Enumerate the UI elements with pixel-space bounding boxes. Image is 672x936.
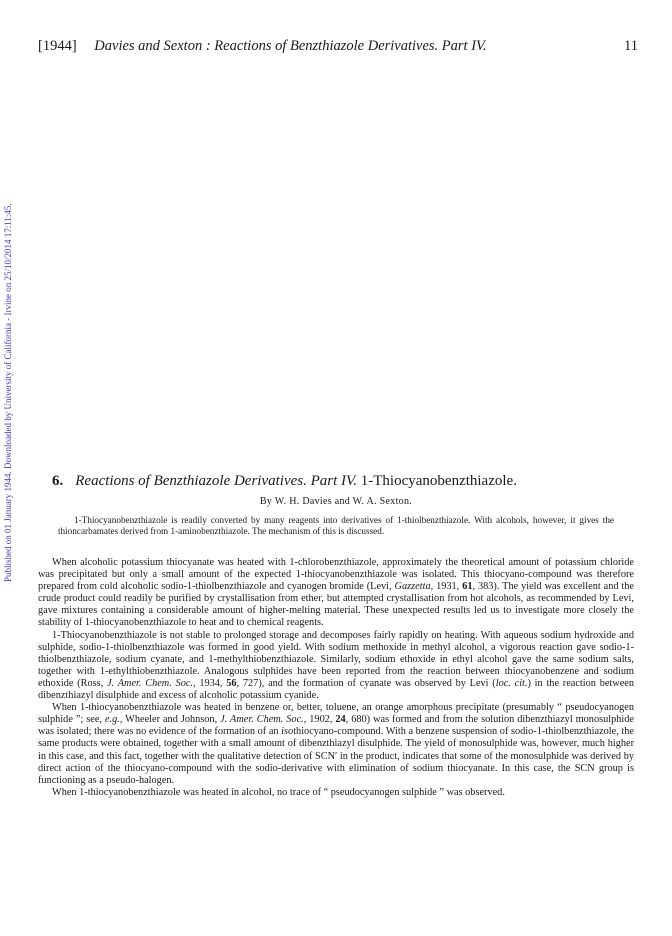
p2-volume: 56: [226, 677, 237, 689]
p1-text-a: When alcoholic potassium thiocyanate was heated with 1-chlorobenzthiazole, approximately the theoretical amount of potassium chloride was precipitated but only a small amount of the expected 1-thiocyanobenzthiazole was isolated. This thiocyano-compound was therefore prepared from cold alcoholic sodio-1-thiolbenzthiazole and cyanogen bromide (Levi,: [38, 557, 634, 593]
p1-text-b: , 1931,: [430, 581, 463, 593]
p2-text-d: ) in the reaction between dibenzthiazyl disulphide and excess of alcoholic potassium cyanide.: [38, 677, 634, 702]
article-body: [38, 557, 634, 799]
p2-journal: J. Amer. Chem. Soc.: [107, 677, 193, 689]
p2-text-a: 1-Thiocyanobenzthiazole is not stable to prolonged storage and decomposes fairly rapidly on heating. With aqueous sodium hydroxide and sulphide, sodio-1-thiolbenzthiazole was formed in good yield. With sodium methoxide in methyl alcohol, a vigorous reaction gave sodio-1-thiolbenzthiazole, sodium cyanate, and 1-methylthiobenzthiazole. Similarly, sodium ethoxide in ethyl alcohol gave the same sodium salts, together with 1-ethylthiobenzthiazole. Analogous sulphides have been reported from the reaction between thiocyanobenzene and sodium ethoxide (Ross,: [38, 629, 634, 689]
article-title-subject: 1-Thiocyanobenzthiazole.: [360, 473, 517, 489]
p3-text-b: , Wheeler and Johnson,: [119, 714, 221, 726]
article-title: [52, 473, 632, 490]
running-header: [38, 38, 638, 55]
p3-text-c: , 1902,: [303, 714, 336, 726]
paragraph-2: [38, 630, 634, 703]
p1-volume: 61: [462, 581, 473, 593]
p3-volume: 24: [335, 714, 346, 726]
abstract-text: 1-Thiocyanobenzthiazole is readily converted by many reagents into derivatives of 1-thiolbenzthiazole. With alcohols, however, it gives the thioncarbamates derived from 1-aminobenzthiazole. The mechanism of this is discussed.: [58, 515, 614, 536]
abstract: [58, 515, 614, 536]
paragraph-1: [38, 557, 634, 630]
p3-journal: J. Amer. Chem. Soc.: [220, 714, 304, 726]
p2-text-c: , 727), and the formation of cyanate was observed by Levi (: [236, 677, 496, 689]
header-running-title: Davies and Sexton : Reactions of Benzthiazole Derivatives. Part IV.: [94, 38, 487, 54]
byline: By W. H. Davies and W. A. Sexton.: [259, 496, 413, 507]
p2-text-b: , 1934,: [193, 677, 227, 689]
p3-text-e: thiocyano-compound. With a benzene suspension of sodio-1-thiolbenzthiazole, the same products were obtained, together with a small amount of dibenzthiazyl disulphide. The yield of monosulphide was, however, much higher in this case, and this fact, together with the qualitative detection of SCN′ in the product, indicates that some of the monosulphide was derived by direct action of the thiocyano-compound with the sodio-derivative with elimination of sodium thiocyanate. In this case, the SCN group is functioning as a pseudo-halogen.: [38, 726, 634, 786]
p1-journal: Gazzetta: [394, 581, 431, 593]
p3-iso: iso: [281, 726, 294, 738]
page-number: 11: [624, 38, 638, 54]
article-title-italic: Reactions of Benzthiazole Derivatives. Part IV.: [75, 473, 358, 489]
paragraph-3: [38, 702, 634, 787]
p1-text-c: , 383). The yield was excellent and the crude product could readily be purified by crystallisation from ether, but attempted crystallisation from hot alcohols, as recommended by Levi, gave mixtures containing a considerable amount of higher-melting material. These unexpected results led us to investigate more closely the stability of 1-thiocyanobenzthiazole to heat and to chemical reagents.: [38, 581, 635, 629]
p3-text-a: When 1-thiocyanobenzthiazole was heated in benzene or, better, toluene, an orange amorphous precipitate (presumably “ pseudocyanogen sulphide ”; see,: [38, 702, 634, 726]
p2-loc-cit: loc. cit.: [495, 677, 528, 689]
p3-text-d: , 680) was formed and from the solution dibenzthiazyl monosulphide was isolated; there was no evidence of the formation of an: [38, 714, 634, 738]
header-year: [1944]: [38, 38, 77, 54]
download-notice: Published on 01 January 1944. Downloaded by University of California - Irvine on 25/10/2014 17:11:45.: [3, 203, 13, 582]
p3-eg: e.g.: [104, 714, 120, 726]
article-number: 6.: [52, 473, 64, 489]
paragraph-4: When 1-thiocyanobenzthiazole was heated in alcohol, no trace of “ pseudocyanogen sulphide ” was observed.: [52, 786, 505, 798]
